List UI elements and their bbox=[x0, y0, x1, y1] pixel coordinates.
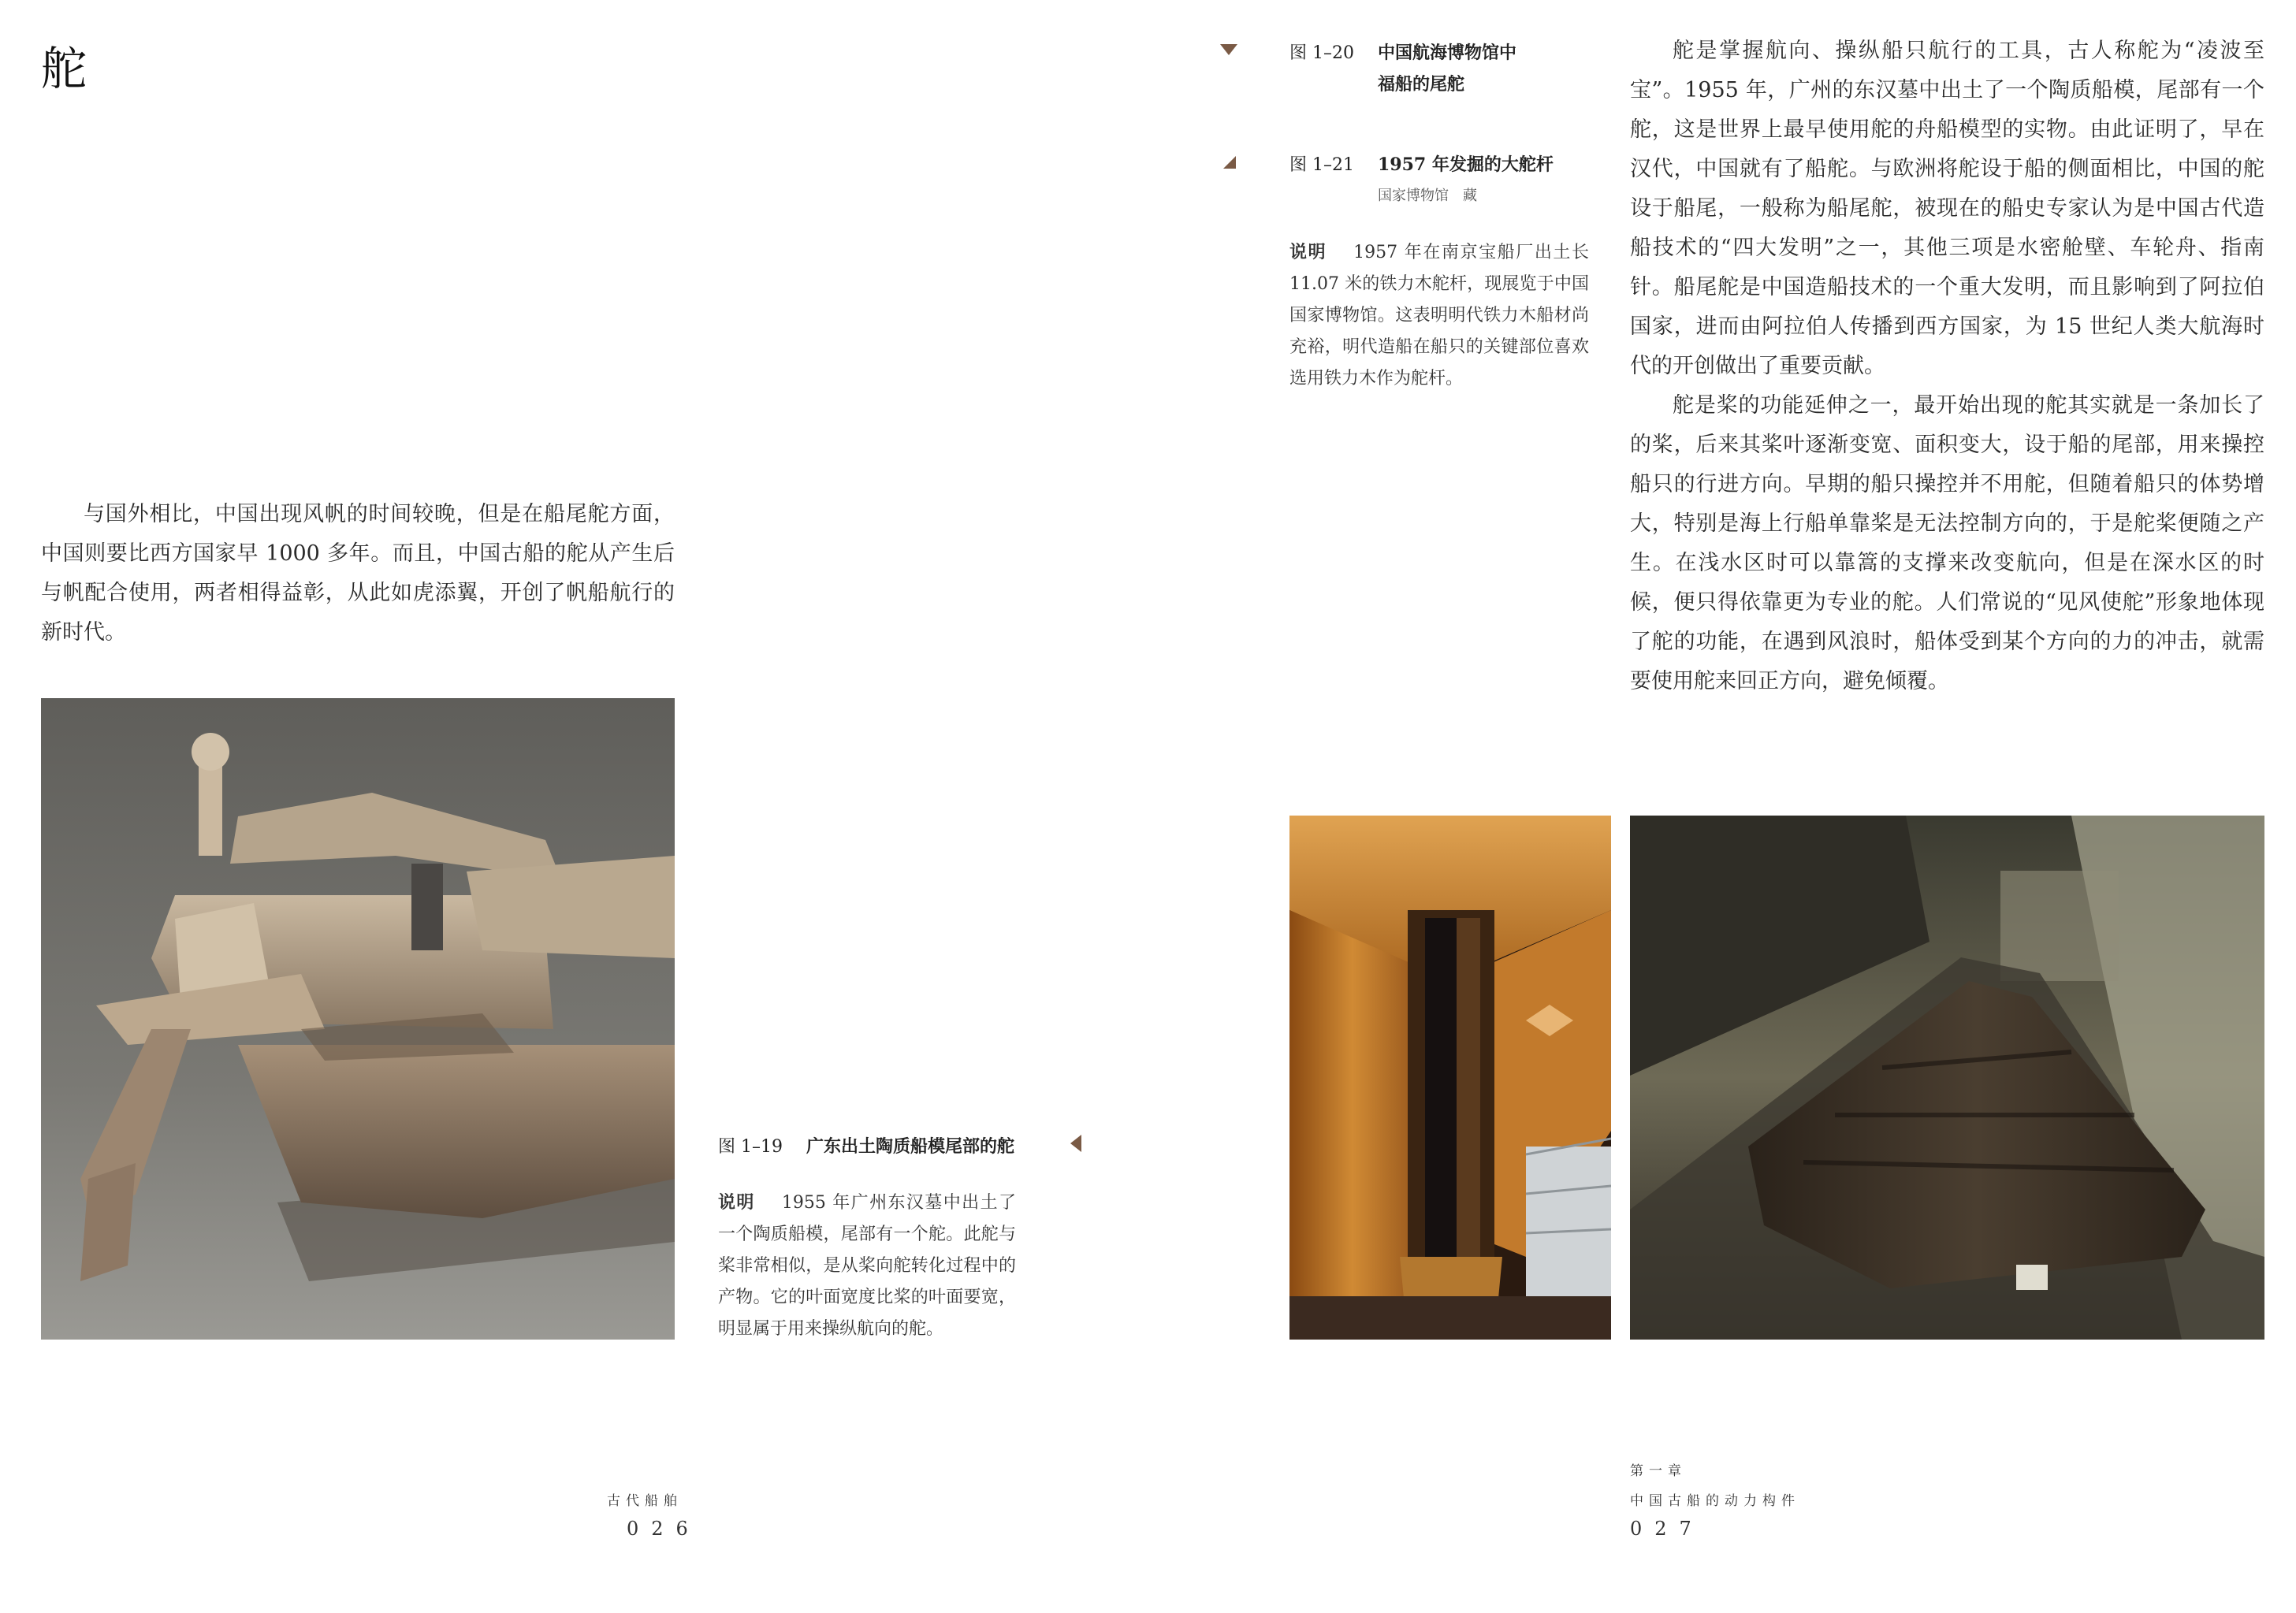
intro-paragraph bbox=[41, 495, 675, 652]
fig-21-caption bbox=[1289, 151, 1554, 176]
fujian-ship-rudder-photo bbox=[1289, 816, 1611, 1340]
body-paragraph-2: 舵是桨的功能延伸之一，最开始出现的舵其实就是一条加长了的桨，后来其桨叶逐渐变宽、面积变大，设于船的尾部，用来操控船只的行进方向。早期的船只操控并不用舵，但随着船只的体势增大，特别是海上行船单靠桨是无法控制方向的，于是舵桨便随之产生。在浅水区时可以靠篙的支撑来改变航向，但是在深水区的时候，便只得依靠更为专业的舵。人们常说的“见风使舵”形象地体现了舵的功能，在遇到风浪时，船体受到某个方向的力的冲击，就需要使用舵来回正方向，避免倾覆。 bbox=[1630, 393, 2264, 693]
fig-20-title-line2-text: 福船的尾舵 bbox=[1378, 74, 1465, 95]
chapter-title-footer: 中国古船的动力构件 bbox=[1630, 1493, 1800, 1509]
fig-20-number: 图 1–20 bbox=[1289, 43, 1354, 63]
book-title-footer: 古代船舶 bbox=[607, 1493, 683, 1509]
corner-triangle-icon bbox=[1223, 156, 1236, 169]
fig-21-title: 1957 年发掘的大舵杆 bbox=[1378, 154, 1554, 175]
fig-19-note bbox=[718, 1187, 1016, 1345]
fig-21-note-label: 说明 bbox=[1289, 242, 1327, 262]
rudder-post-photo bbox=[1630, 816, 2264, 1340]
fig-20-title-line1: 中国航海博物馆中 bbox=[1378, 43, 1517, 63]
fig-19-caption bbox=[718, 1133, 1014, 1158]
fig-19-note-text: 1955 年广州东汉墓中出土了一个陶质船模，尾部有一个舵。此舵与桨非常相似，是从桨向舵转化过程中的产物。它的叶面宽度比桨的叶面要宽，明显属于用来操纵航向的舵。 bbox=[718, 1193, 1016, 1339]
section-heading: 舵 bbox=[41, 42, 87, 95]
fig-21-collection: 国家博物馆 藏 bbox=[1378, 188, 1477, 204]
chapter-label-footer: 第一章 bbox=[1630, 1463, 1687, 1479]
fig-19-number: 图 1–19 bbox=[718, 1137, 783, 1157]
fig-19-note-label: 说明 bbox=[718, 1192, 755, 1213]
ceramic-boat-model-photo bbox=[41, 698, 675, 1340]
fig-21-number: 图 1–21 bbox=[1289, 155, 1354, 175]
fig-21-note bbox=[1289, 236, 1589, 395]
caret-left-icon bbox=[1070, 1135, 1081, 1152]
fig-21-note-text: 1957 年在南京宝船厂出土长 11.07 米的铁力木舵杆，现展览于中国国家博物馆。这表明明代铁力木船材尚充裕，明代造船在船只的关键部位喜欢选用铁力木作为舵杆。 bbox=[1289, 243, 1589, 388]
fig-19-title: 广东出土陶质船模尾部的舵 bbox=[806, 1136, 1015, 1157]
page-number-left: 026 bbox=[627, 1518, 701, 1540]
body-text bbox=[1630, 32, 2264, 701]
fig-20-caption bbox=[1289, 39, 1516, 64]
fig-20-title-line2 bbox=[1378, 71, 1464, 95]
page-number-right: 027 bbox=[1630, 1518, 1704, 1540]
body-paragraph-1: 舵是掌握航向、操纵船只航行的工具，古人称舵为“凌波至宝”。1955 年，广州的东汉墓中出土了一个陶质船模，尾部有一个舵，这是世界上最早使用舵的舟船模型的实物。由此证明了，早在汉代，中国就有了船舵。与欧洲将舵设于船的侧面相比，中国的舵设于船尾，一般称为船尾舵，被现在的船史专家认为是中国古代造船技术的“四大发明”之一，其他三项是水密舱壁、车轮舟、指南针。船尾舵是中国造船技术的一个重大发明，而且影响到了阿拉伯国家，进而由阿拉伯人传播到西方国家，为 15 世纪人类大航海时代的开创做出了重要贡献。 bbox=[1630, 39, 2264, 378]
caret-down-icon bbox=[1220, 44, 1237, 55]
intro-text: 与国外相比，中国出现风帆的时间较晚，但是在船尾舵方面，中国则要比西方国家早 1000 多年。而且，中国古船的舵从产生后与帆配合使用，两者相得益彰，从此如虎添翼，开创了帆船航行的新时代。 bbox=[41, 502, 675, 645]
